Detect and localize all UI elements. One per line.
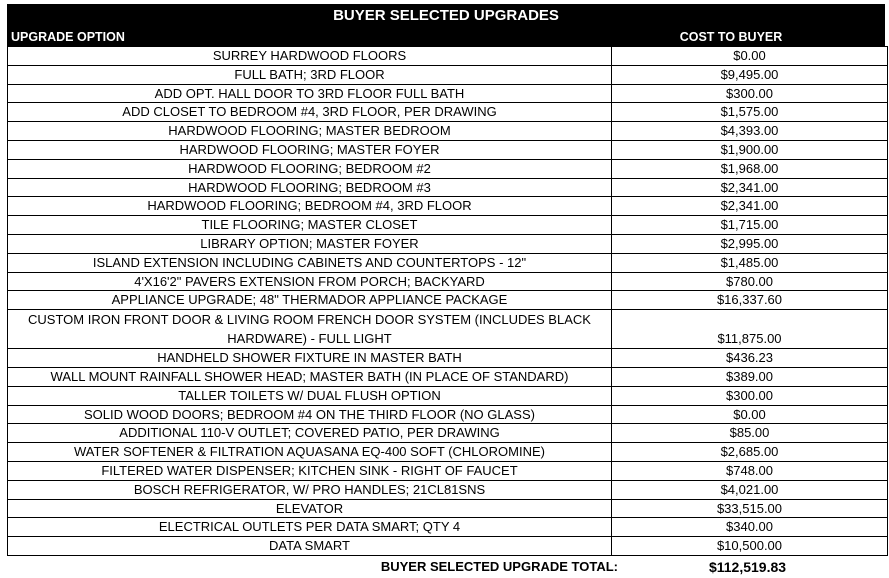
total-row [7, 556, 885, 578]
upgrade-option-cell [8, 103, 612, 122]
cost-cell: $1,715.00 [612, 216, 888, 235]
cost-cell: $11,875.00 [612, 310, 888, 349]
table-row [8, 103, 888, 122]
table-row [8, 537, 888, 556]
upgrade-option-text: BOSCH REFRIGERATOR, W/ PRO HANDLES; 21CL81SNS [133, 481, 486, 497]
upgrade-option-text: CUSTOM IRON FRONT DOOR & LIVING ROOM FRENCH DOOR SYSTEM (INCLUDES BLACK [28, 312, 591, 328]
header-upgrade-option: UPGRADE OPTION [11, 30, 125, 44]
upgrade-option-cell [8, 216, 612, 235]
cost-cell: $340.00 [612, 518, 888, 537]
upgrade-option-cell [8, 443, 612, 462]
table-row [8, 499, 888, 518]
upgrade-option-cell [8, 424, 612, 443]
upgrade-option-cell [8, 386, 612, 405]
table-row [8, 367, 888, 386]
upgrade-option-text: 4'X16'2" PAVERS EXTENSION FROM PORCH; BACKYARD [134, 273, 485, 289]
upgrade-option-text: FULL BATH; 3RD FLOOR [234, 66, 385, 82]
table-row [8, 518, 888, 537]
upgrade-option-text: ADDITIONAL 110-V OUTLET; COVERED PATIO, PER DRAWING [119, 425, 500, 441]
upgrade-option-cell [8, 499, 612, 518]
upgrade-option-text: TILE FLOORING; MASTER CLOSET [201, 217, 418, 233]
table-row [8, 178, 888, 197]
table-row [8, 461, 888, 480]
column-header-row [7, 28, 885, 46]
upgrade-option-cell [8, 405, 612, 424]
table-row [8, 310, 888, 349]
table-row [8, 253, 888, 272]
table-row [8, 405, 888, 424]
upgrade-option-cell [8, 159, 612, 178]
table-row [8, 291, 888, 310]
upgrade-option-text: WATER SOFTENER & FILTRATION AQUASANA EQ-400 SOFT (CHLOROMINE) [74, 444, 545, 460]
table-row [8, 122, 888, 141]
cost-cell: $780.00 [612, 272, 888, 291]
table-row [8, 349, 888, 368]
cost-cell: $389.00 [612, 367, 888, 386]
upgrade-option-text: ADD CLOSET TO BEDROOM #4, 3RD FLOOR, PER DRAWING [122, 104, 497, 120]
upgrade-option-cell [8, 234, 612, 253]
upgrade-option-cell [8, 461, 612, 480]
upgrade-option-cell [8, 310, 612, 349]
table-row [8, 234, 888, 253]
cost-cell: $1,900.00 [612, 140, 888, 159]
total-value: $112,519.83 [708, 558, 787, 575]
upgrade-option-text: SURREY HARDWOOD FLOORS [212, 48, 407, 63]
cost-cell: $0.00 [612, 405, 888, 424]
cost-cell: $300.00 [612, 386, 888, 405]
upgrade-option-cell [8, 84, 612, 103]
upgrade-option-cell [8, 291, 612, 310]
cost-cell: $2,995.00 [612, 234, 888, 253]
cost-cell: $300.00 [612, 84, 888, 103]
upgrade-option-text: ISLAND EXTENSION INCLUDING CABINETS AND COUNTERTOPS - 12" [92, 254, 527, 270]
cost-cell: $1,575.00 [612, 103, 888, 122]
cost-cell: $2,341.00 [612, 178, 888, 197]
table-row [8, 140, 888, 159]
table-row [8, 197, 888, 216]
upgrade-option-cell [8, 122, 612, 141]
upgrades-sheet [7, 4, 885, 578]
upgrade-option-text: DATA SMART [269, 538, 350, 554]
upgrade-option-cell [8, 65, 612, 84]
cost-cell: $4,021.00 [612, 480, 888, 499]
upgrade-option-text: TALLER TOILETS W/ DUAL FLUSH OPTION [178, 387, 441, 403]
upgrade-option-text: HARDWOOD FLOORING; BEDROOM #2 [188, 160, 431, 176]
cost-cell: $1,485.00 [612, 253, 888, 272]
upgrade-option-cell [8, 272, 612, 291]
cost-cell: $10,500.00 [612, 537, 888, 556]
upgrade-option-cell [8, 140, 612, 159]
upgrade-option-text: ADD OPT. HALL DOOR TO 3RD FLOOR FULL BATH [154, 85, 465, 101]
cost-cell: $0.00 [612, 47, 888, 66]
upgrade-option-text: HARDWOOD FLOORING; MASTER FOYER [179, 141, 440, 157]
table-row [8, 47, 888, 66]
table-row [8, 159, 888, 178]
upgrade-option-text: HANDHELD SHOWER FIXTURE IN MASTER BATH [157, 350, 462, 366]
upgrade-option-text: ELECTRICAL OUTLETS PER DATA SMART; QTY 4 [158, 519, 461, 535]
upgrade-option-cell [8, 197, 612, 216]
cost-cell: $16,337.60 [612, 291, 888, 310]
upgrade-option-text: FILTERED WATER DISPENSER; KITCHEN SINK - RIGHT OF FAUCET [101, 462, 518, 478]
cost-cell: $33,515.00 [612, 499, 888, 518]
upgrade-option-text-line2: HARDWARE) - FULL LIGHT [227, 331, 392, 347]
upgrade-option-text: HARDWOOD FLOORING; BEDROOM #4, 3RD FLOOR [147, 198, 472, 214]
upgrades-table [7, 46, 888, 556]
upgrade-option-cell [8, 178, 612, 197]
upgrade-option-text: HARDWOOD FLOORING; BEDROOM #3 [188, 179, 431, 195]
upgrade-option-cell [8, 480, 612, 499]
upgrade-option-text: LIBRARY OPTION; MASTER FOYER [200, 235, 419, 251]
cost-cell: $748.00 [612, 461, 888, 480]
upgrade-option-cell [8, 253, 612, 272]
table-row [8, 443, 888, 462]
upgrade-option-text: ELEVATOR [275, 500, 344, 516]
table-row [8, 84, 888, 103]
cost-cell: $2,685.00 [612, 443, 888, 462]
cost-cell: $4,393.00 [612, 122, 888, 141]
sheet-title: BUYER SELECTED UPGRADES [7, 4, 885, 28]
table-row [8, 65, 888, 84]
upgrade-option-cell [8, 518, 612, 537]
header-cost-to-buyer: COST TO BUYER [679, 30, 783, 44]
upgrade-option-cell [8, 537, 612, 556]
cost-cell: $9,495.00 [612, 65, 888, 84]
upgrade-option-cell [8, 367, 612, 386]
cost-cell: $2,341.00 [612, 197, 888, 216]
cost-cell: $1,968.00 [612, 159, 888, 178]
upgrade-option-text: HARDWOOD FLOORING; MASTER BEDROOM [168, 123, 451, 139]
table-row [8, 480, 888, 499]
table-row [8, 272, 888, 291]
table-row [8, 386, 888, 405]
table-row [8, 424, 888, 443]
upgrade-option-text: SOLID WOOD DOORS; BEDROOM #4 ON THE THIRD FLOOR (NO GLASS) [84, 406, 535, 422]
upgrade-option-text: WALL MOUNT RAINFALL SHOWER HEAD; MASTER BATH (IN PLACE OF STANDARD) [50, 368, 569, 384]
upgrade-option-cell [8, 349, 612, 368]
table-row [8, 216, 888, 235]
cost-cell: $436.23 [612, 349, 888, 368]
total-label: BUYER SELECTED UPGRADE TOTAL: [380, 558, 618, 574]
upgrade-option-cell [8, 47, 612, 66]
upgrade-option-text: APPLIANCE UPGRADE; 48" THERMADOR APPLIANCE PACKAGE [111, 292, 508, 308]
cost-cell: $85.00 [612, 424, 888, 443]
